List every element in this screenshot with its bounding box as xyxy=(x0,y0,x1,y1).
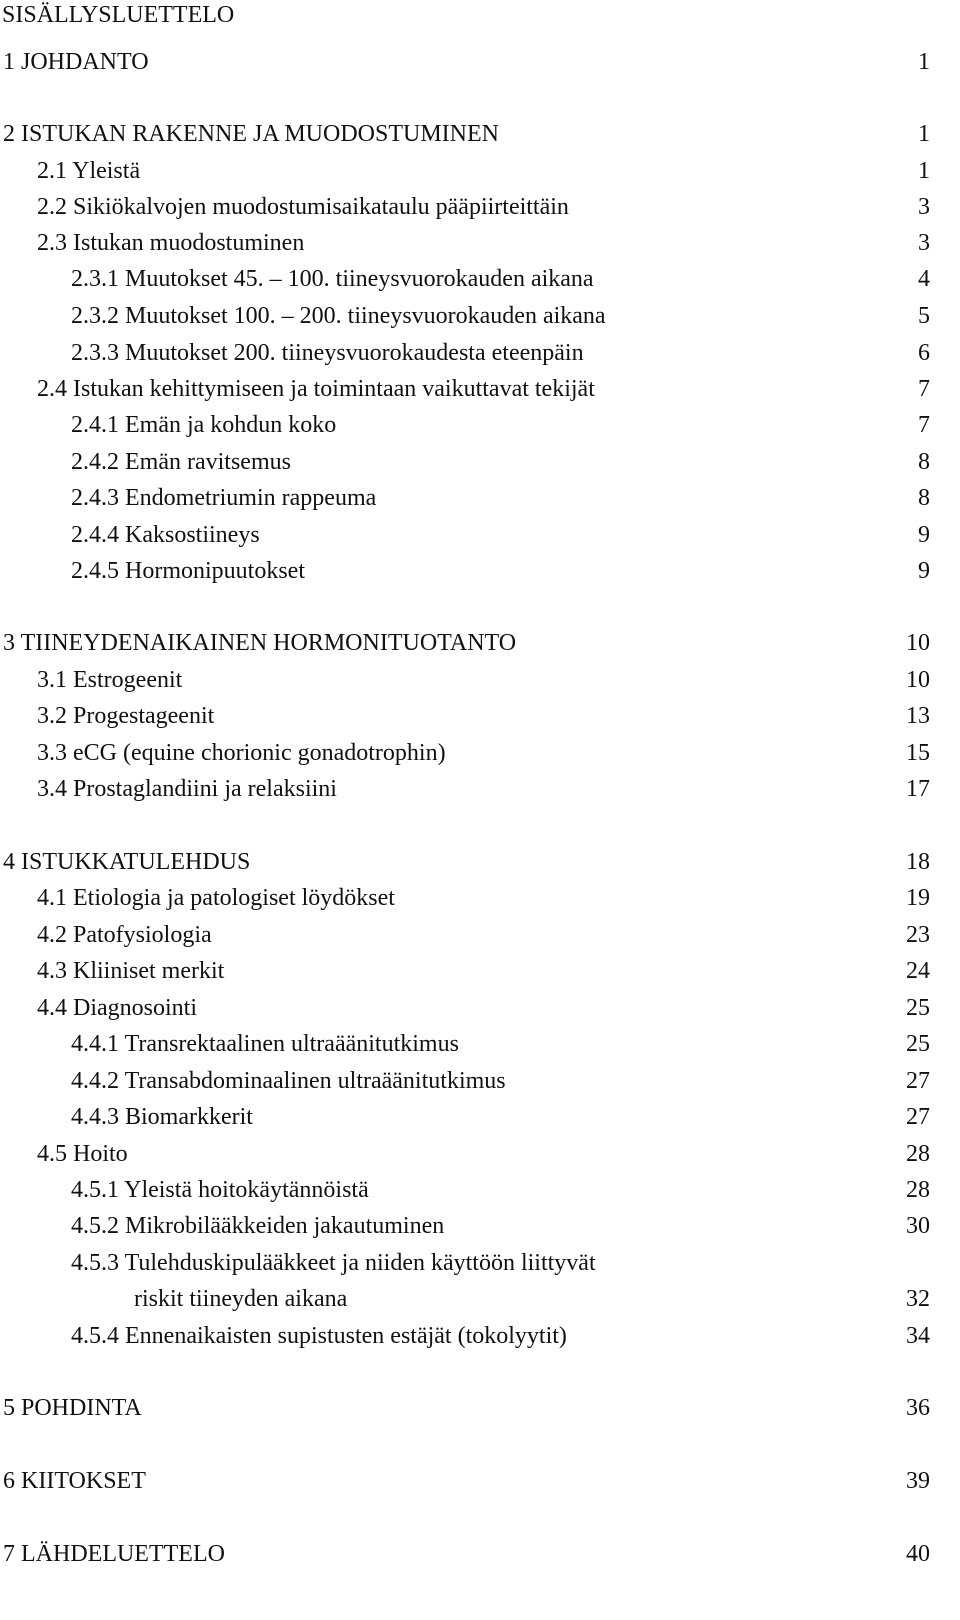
toc-entry-page: 9 xyxy=(918,522,930,548)
toc-entry-page: 15 xyxy=(906,740,930,766)
toc-title: SISÄLLYSLUETTELO xyxy=(2,2,235,28)
toc-entry-label: 5 POHDINTA xyxy=(3,1395,142,1421)
toc-entry-label: 7 LÄHDELUETTELO xyxy=(3,1541,225,1567)
toc-entry-label: 4.3 Kliiniset merkit xyxy=(37,958,225,984)
toc-entry-page: 8 xyxy=(918,485,930,511)
toc-entry-page: 18 xyxy=(906,849,930,875)
toc-entry-label: 4.5.1 Yleistä hoitokäytännöistä xyxy=(71,1177,369,1203)
toc-entry[interactable] xyxy=(0,701,930,731)
toc-entry-page: 9 xyxy=(918,558,930,584)
toc-entry-page: 28 xyxy=(906,1141,930,1167)
toc-entry[interactable] xyxy=(0,410,930,440)
toc-entry-label: 2.4.1 Emän ja kohdun koko xyxy=(71,412,337,438)
toc-entry-page: 24 xyxy=(906,958,930,984)
toc-entry-page: 27 xyxy=(906,1068,930,1094)
toc-entry-label: 3.1 Estrogeenit xyxy=(37,667,183,693)
toc-entry-label: 2.2 Sikiökalvojen muodostumisaikataulu pääpiirteittäin xyxy=(37,194,569,220)
toc-entry-label: 4.5.4 Ennenaikaisten supistusten estäjät (tokolyytit) xyxy=(71,1323,567,1349)
toc-entry-label: 3.4 Prostaglandiini ja relaksiini xyxy=(37,776,337,802)
toc-entry-label: 3.2 Progestageenit xyxy=(37,703,215,729)
toc-entry[interactable] xyxy=(0,883,930,913)
toc-entry-label: 4.2 Patofysiologia xyxy=(37,922,212,948)
toc-entry-label: 2.3.1 Muutokset 45. – 100. tiineysvuorokauden aikana xyxy=(71,266,594,292)
toc-entry-label: 2.4 Istukan kehittymiseen ja toimintaan vaikuttavat tekijät xyxy=(37,376,595,402)
toc-entry[interactable] xyxy=(0,738,930,768)
toc-entry-label: 4.4.1 Transrektaalinen ultraäänitutkimus xyxy=(71,1031,459,1057)
toc-entry[interactable] xyxy=(0,1139,930,1169)
toc-entry-page: 10 xyxy=(906,630,930,656)
toc-entry[interactable] xyxy=(0,264,930,294)
toc-entry-page: 28 xyxy=(906,1177,930,1203)
toc-entry[interactable] xyxy=(0,1393,930,1423)
toc-entry[interactable] xyxy=(0,993,930,1023)
toc-entry-label: 4.4.2 Transabdominaalinen ultraäänitutkimus xyxy=(71,1068,506,1094)
toc-entry-page: 25 xyxy=(906,995,930,1021)
toc-entry-page: 17 xyxy=(906,776,930,802)
toc-entry-page: 34 xyxy=(906,1323,930,1349)
toc-entry-label: 4.5 Hoito xyxy=(37,1141,128,1167)
toc-entry-label: 4.5.2 Mikrobilääkkeiden jakautuminen xyxy=(71,1213,445,1239)
toc-entry[interactable] xyxy=(0,47,930,77)
toc-entry-page: 19 xyxy=(906,885,930,911)
toc-entry-page: 25 xyxy=(906,1031,930,1057)
toc-entry-page: 13 xyxy=(906,703,930,729)
toc-entry-page: 30 xyxy=(906,1213,930,1239)
toc-entry[interactable] xyxy=(0,920,930,950)
toc-entry-page: 7 xyxy=(918,376,930,402)
toc-entry-label: 2.4.3 Endometriumin rappeuma xyxy=(71,485,377,511)
toc-entry-label: 6 KIITOKSET xyxy=(3,1468,146,1494)
toc-entry-label: 4 ISTUKKATULEHDUS xyxy=(3,849,251,875)
toc-entry-page: 6 xyxy=(918,340,930,366)
toc-entry-label: 3.3 eCG (equine chorionic gonadotrophin) xyxy=(37,740,446,766)
toc-entry-label: 2.4.5 Hormonipuutokset xyxy=(71,558,305,584)
toc-entry-page: 8 xyxy=(918,449,930,475)
toc-entry-label: 2 ISTUKAN RAKENNE JA MUODOSTUMINEN xyxy=(3,121,499,147)
toc-entry[interactable] xyxy=(0,1539,930,1569)
toc-entry-label: 4.4.3 Biomarkkerit xyxy=(71,1104,253,1130)
toc-entry[interactable] xyxy=(0,1211,930,1241)
toc-entry-page: 36 xyxy=(906,1395,930,1421)
toc-entry-page: 5 xyxy=(918,303,930,329)
toc-entry-page: 3 xyxy=(918,194,930,220)
toc-entry[interactable] xyxy=(0,847,930,877)
toc-entry-label: 2.3.2 Muutokset 100. – 200. tiineysvuorokauden aikana xyxy=(71,303,606,329)
toc-entry-label: 4.4 Diagnosointi xyxy=(37,995,197,1021)
toc-entry-label: 1 JOHDANTO xyxy=(3,49,149,75)
toc-entry-page: 10 xyxy=(906,667,930,693)
toc-entry-page: 7 xyxy=(918,412,930,438)
toc-entry[interactable] xyxy=(0,556,930,586)
toc-entry-page: 23 xyxy=(906,922,930,948)
toc-entry[interactable] xyxy=(0,520,930,550)
toc-entry-label: 2.3 Istukan muodostuminen xyxy=(37,230,305,256)
toc-entry-label: 3 TIINEYDENAIKAINEN HORMONITUOTANTO xyxy=(3,630,517,656)
toc-entry-page: 1 xyxy=(918,49,930,75)
toc-entry[interactable] xyxy=(0,228,930,258)
toc-entry[interactable] xyxy=(0,447,930,477)
toc-entry[interactable] xyxy=(0,1175,930,1205)
toc-entry-page: 39 xyxy=(906,1468,930,1494)
toc-entry[interactable] xyxy=(0,1029,930,1059)
toc-entry[interactable] xyxy=(0,338,930,368)
toc-entry[interactable] xyxy=(0,1102,930,1132)
toc-entry[interactable] xyxy=(0,119,930,149)
toc-entry[interactable] xyxy=(0,665,930,695)
toc-entry[interactable] xyxy=(0,774,930,804)
toc-entry-label: 2.4.4 Kaksostiineys xyxy=(71,522,260,548)
toc-entry[interactable] xyxy=(0,956,930,986)
toc-entry[interactable] xyxy=(0,374,930,404)
toc-entry[interactable] xyxy=(0,483,930,513)
toc-entry-label: 2.4.2 Emän ravitsemus xyxy=(71,449,291,475)
toc-entry[interactable] xyxy=(0,628,930,658)
toc-entry-label: riskit tiineyden aikana xyxy=(134,1286,348,1312)
toc-entry[interactable] xyxy=(0,1066,930,1096)
toc-entry-page: 4 xyxy=(918,266,930,292)
toc-entry[interactable] xyxy=(0,301,930,331)
toc-entry-page: 27 xyxy=(906,1104,930,1130)
toc-entry-label: 2.1 Yleistä xyxy=(37,158,141,184)
toc-entry-label: 2.3.3 Muutokset 200. tiineysvuorokaudesta eteenpäin xyxy=(71,340,584,366)
toc-entry-page: 40 xyxy=(906,1541,930,1567)
toc-entry-page: 1 xyxy=(918,121,930,147)
toc-entry-page: 3 xyxy=(918,230,930,256)
toc-entry[interactable] xyxy=(0,1466,930,1496)
toc-entry[interactable] xyxy=(0,156,930,186)
toc-entry-page: 32 xyxy=(906,1286,930,1312)
toc-entry-page: 1 xyxy=(918,158,930,184)
toc-entry-continuation[interactable] xyxy=(0,1284,930,1314)
toc-entry[interactable] xyxy=(0,1321,930,1351)
toc-entry-label: 4.5.3 Tulehduskipulääkkeet ja niiden käyttöön liittyvät xyxy=(71,1250,596,1276)
toc-entry[interactable] xyxy=(0,1248,930,1278)
toc-entry[interactable] xyxy=(0,192,930,222)
toc-entry-label: 4.1 Etiologia ja patologiset löydökset xyxy=(37,885,395,911)
